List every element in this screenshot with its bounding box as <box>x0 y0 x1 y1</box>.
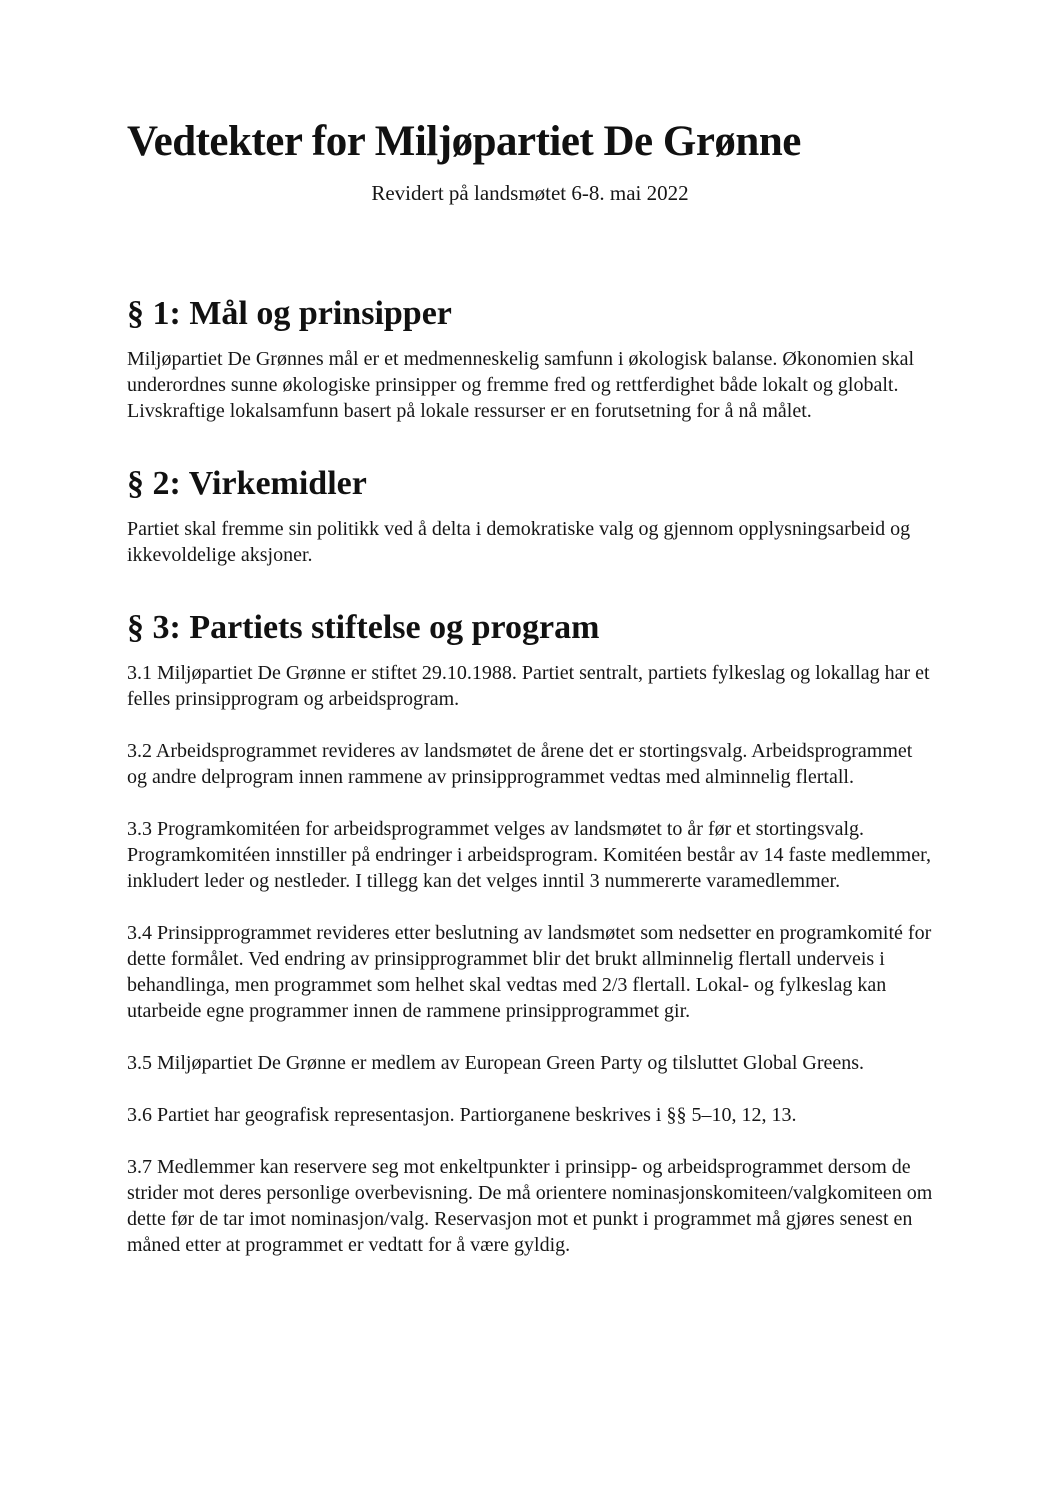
section-1-maal-og-prinsipper <box>127 294 933 424</box>
section-3-paragraph-3-7: 3.7 Medlemmer kan reservere seg mot enkeltpunkter i prinsipp- og arbeidsprogrammet dersom de strider mot deres personlige overbevisning. De må orientere nominasjonskomiteen/valgkomiteen om dette før de tar imot nominasjon/valg. Reservasjon mot et punkt i programmet må gjøres senest en måned etter at programmet er vedtatt for å være gyldig. <box>127 1156 933 1256</box>
section-3-heading: § 3: Partiets stiftelse og program <box>127 609 600 646</box>
section-2-heading: § 2: Virkemidler <box>127 465 367 502</box>
section-3-partiets-stiftelse-og-program <box>127 608 933 1258</box>
section-1-heading: § 1: Mål og prinsipper <box>127 295 452 332</box>
section-3-paragraph-3-3: 3.3 Programkomitéen for arbeidsprogrammet velges av landsmøtet to år før et stortingsvalg. Programkomitéen innstiller på endringer i arbeidsprogram. Komitéen består av 14 faste medlemmer, inkludert leder og nestleder. I tillegg kan det velges inntil 3 nummererte varamedlemmer. <box>127 818 931 892</box>
section-3-paragraph-3-5: 3.5 Miljøpartiet De Grønne er medlem av European Green Party og tilsluttet Global Greens. <box>127 1052 865 1074</box>
section-3-paragraph-3-1: 3.1 Miljøpartiet De Grønne er stiftet 29.10.1988. Partiet sentralt, partiets fylkeslag og lokallag har et felles prinsipprogram og arbeidsprogram. <box>127 662 930 710</box>
section-2-paragraph: Partiet skal fremme sin politikk ved å delta i demokratiske valg og gjennom opplysningsarbeid og ikkevoldelige aksjoner. <box>127 518 911 566</box>
document-subtitle: Revidert på landsmøtet 6-8. mai 2022 <box>371 181 689 205</box>
section-1-paragraph: Miljøpartiet De Grønnes mål er et medmenneskelig samfunn i økologisk balanse. Økonomien skal underordnes sunne økologiske prinsipper og fremme fred og rettferdighet både lokalt og globalt. Livskraftige lokalsamfunn basert på lokale ressurser er en forutsetning for å nå målet. <box>127 348 915 422</box>
section-3-paragraph-3-2: 3.2 Arbeidsprogrammet revideres av landsmøtet de årene det er stortingsvalg. Arbeidsprogrammet og andre delprogram innen rammene av prinsipprogrammet vedtas med alminnelig flertall. <box>127 740 913 788</box>
document-title: Vedtekter for Miljøpartiet De Grønne <box>127 118 801 165</box>
section-3-paragraph-3-6: 3.6 Partiet har geografisk representasjon. Partiorganene beskrives i §§ 5–10, 12, 13. <box>127 1104 797 1126</box>
section-3-paragraph-3-4: 3.4 Prinsipprogrammet revideres etter beslutning av landsmøtet som nedsetter en programkomité for dette formålet. Ved endring av prinsipprogrammet blir det brukt allminnelig flertall underveis i behandlinga, men programmet som helhet skal vedtas med 2/3 flertall. Lokal- og fylkeslag kan utarbeide egne programmer innen de rammene prinsipprogrammet gir. <box>127 922 932 1022</box>
section-2-virkemidler <box>127 464 933 568</box>
